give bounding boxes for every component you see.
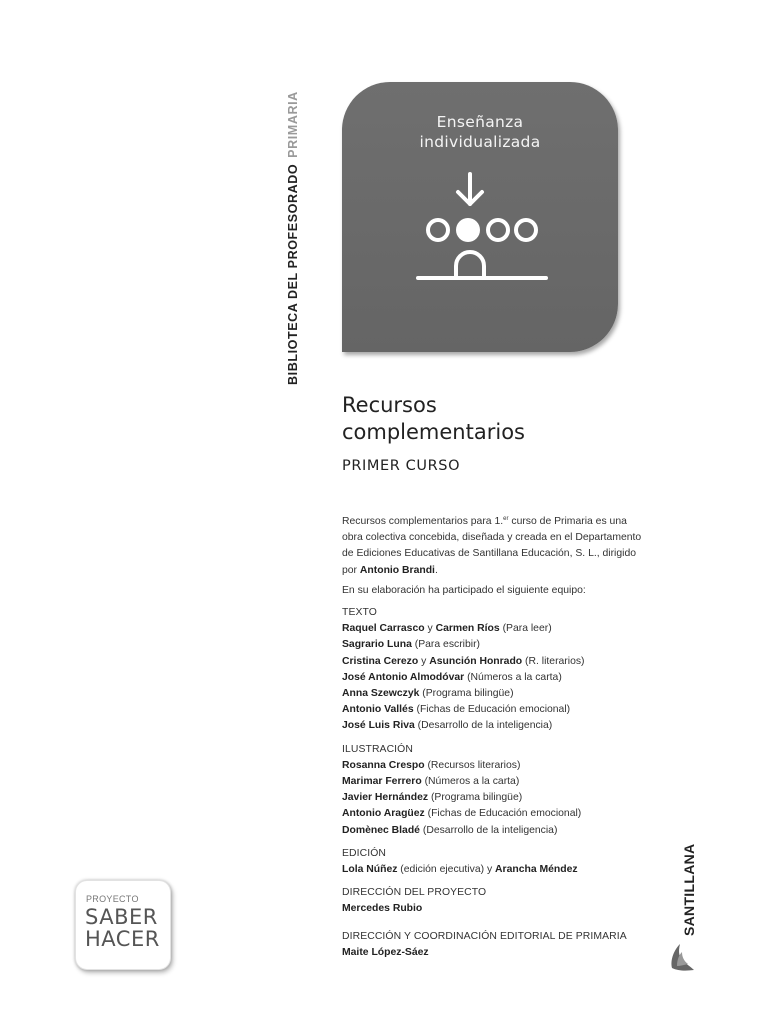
credit-name: Sagrario Luna — [342, 639, 412, 651]
director-name: Antonio Brandi — [359, 564, 435, 576]
texto-heading: TEXTO — [342, 607, 377, 619]
credit-role: (Desarrollo de la inteligencia) — [414, 720, 553, 732]
credit-name: Raquel Carrasco — [342, 623, 425, 635]
credit-name: Antonio Aragüez — [342, 808, 425, 820]
intro-ordinal: er — [503, 516, 509, 522]
credit-role: (Para escribir) — [411, 639, 481, 651]
credit-name: Rosanna Crespo — [342, 759, 425, 771]
credit-line — [342, 862, 642, 878]
coordinacion-heading: DIRECCIÓN Y COORDINACIÓN EDITORIAL DE PRIMARIA — [342, 930, 627, 942]
credit-role: (R. literarios) — [522, 655, 585, 667]
credit-name: Mercedes Rubio — [342, 903, 423, 915]
direccion-section — [342, 885, 642, 917]
credit-role: (Fichas de Educación emocional) — [413, 704, 571, 716]
credit-name: Maite López-Sáez — [342, 946, 429, 958]
credit-line — [342, 654, 642, 670]
credit-line — [342, 621, 642, 637]
ilustracion-heading: ILUSTRACIÓN — [342, 743, 413, 755]
series-level: PRIMARIA — [286, 91, 300, 158]
series-main: BIBLIOTECA DEL PROFESORADO — [286, 163, 300, 385]
credit-line — [342, 758, 642, 774]
intro-paragraph — [342, 511, 642, 579]
ilustracion-section — [342, 742, 642, 839]
credit-line — [342, 670, 642, 686]
title-line1: Recursos — [342, 393, 437, 417]
course-label: PRIMER CURSO — [342, 458, 461, 474]
individualized-teaching-icon — [412, 170, 552, 290]
credit-line — [342, 901, 642, 917]
credit-name: Anna Szewczyk — [342, 688, 420, 700]
logo-title-line1: Enseñanza — [436, 113, 524, 131]
credit-sep: y — [424, 623, 436, 635]
intro-text-1: Recursos complementarios para 1. — [342, 516, 504, 527]
credit-line — [342, 806, 642, 822]
publisher-name: SANTILLANA — [681, 843, 697, 936]
coordinacion-section — [342, 929, 642, 961]
logo-title-line2: individualizada — [419, 133, 541, 151]
credit-role: (Fichas de Educación emocional) — [424, 808, 582, 820]
title-line2: complementarios — [342, 420, 525, 444]
edicion-heading: EDICIÓN — [342, 847, 386, 859]
badge-line2: HACER — [85, 927, 160, 951]
document-title — [342, 392, 662, 446]
credit-name: José Antonio Almodóvar — [342, 671, 465, 683]
credit-name: Asunción Honrado — [429, 655, 523, 667]
credit-name: José Luis Riva — [342, 720, 415, 732]
credit-name: Marimar Ferrero — [342, 776, 422, 788]
credit-role: (Programa bilingüe) — [419, 688, 514, 700]
credit-line — [342, 823, 642, 839]
credit-role: (Desarrollo de la inteligencia) — [419, 824, 558, 836]
credit-line — [342, 774, 642, 790]
team-intro: En su elaboración ha participado el siguiente equipo: — [342, 584, 586, 596]
credit-role: (Recursos literarios) — [424, 759, 521, 771]
edicion-section — [342, 846, 642, 878]
credit-role: (Números a la carta) — [464, 671, 562, 683]
logo-title — [342, 112, 618, 152]
intro-end: . — [434, 564, 438, 576]
credit-line — [342, 686, 642, 702]
credit-line — [342, 790, 642, 806]
credit-role: (edición ejecutiva) y — [397, 864, 496, 876]
intro-text-2: curso de Primaria es una obra colectiva concebida, diseñada y creada en el Departamento de Ediciones Educativas de Santillana Educación, S. L., dirigido por — [342, 516, 642, 576]
credit-name: Arancha Méndez — [495, 864, 578, 876]
credit-line — [342, 718, 642, 734]
credit-line — [342, 702, 642, 718]
credit-sep: y — [418, 655, 430, 667]
badge-small-label: PROYECTO — [86, 894, 139, 904]
credit-line — [342, 637, 642, 653]
credit-line — [342, 945, 642, 961]
credit-name: Domènec Bladé — [342, 824, 420, 836]
credit-role: (Números a la carta) — [421, 776, 520, 788]
credit-role: (Programa bilingüe) — [428, 792, 523, 804]
credit-name: Lola Núñez — [342, 864, 398, 876]
credit-name: Javier Hernández — [342, 792, 429, 804]
series-label — [286, 91, 300, 385]
credits-block — [342, 511, 642, 968]
credit-name: Cristina Cerezo — [342, 655, 419, 667]
badge-line1: SABER — [85, 905, 158, 929]
credit-name: Carmen Ríos — [435, 623, 500, 635]
credit-role: (Para leer) — [499, 623, 552, 635]
direccion-heading: DIRECCIÓN DEL PROYECTO — [342, 887, 487, 899]
santillana-logo-icon — [668, 938, 696, 972]
credit-name: Antonio Vallés — [342, 704, 414, 716]
saber-hacer-badge — [75, 880, 171, 970]
texto-section — [342, 605, 642, 735]
collection-logo — [342, 82, 618, 352]
